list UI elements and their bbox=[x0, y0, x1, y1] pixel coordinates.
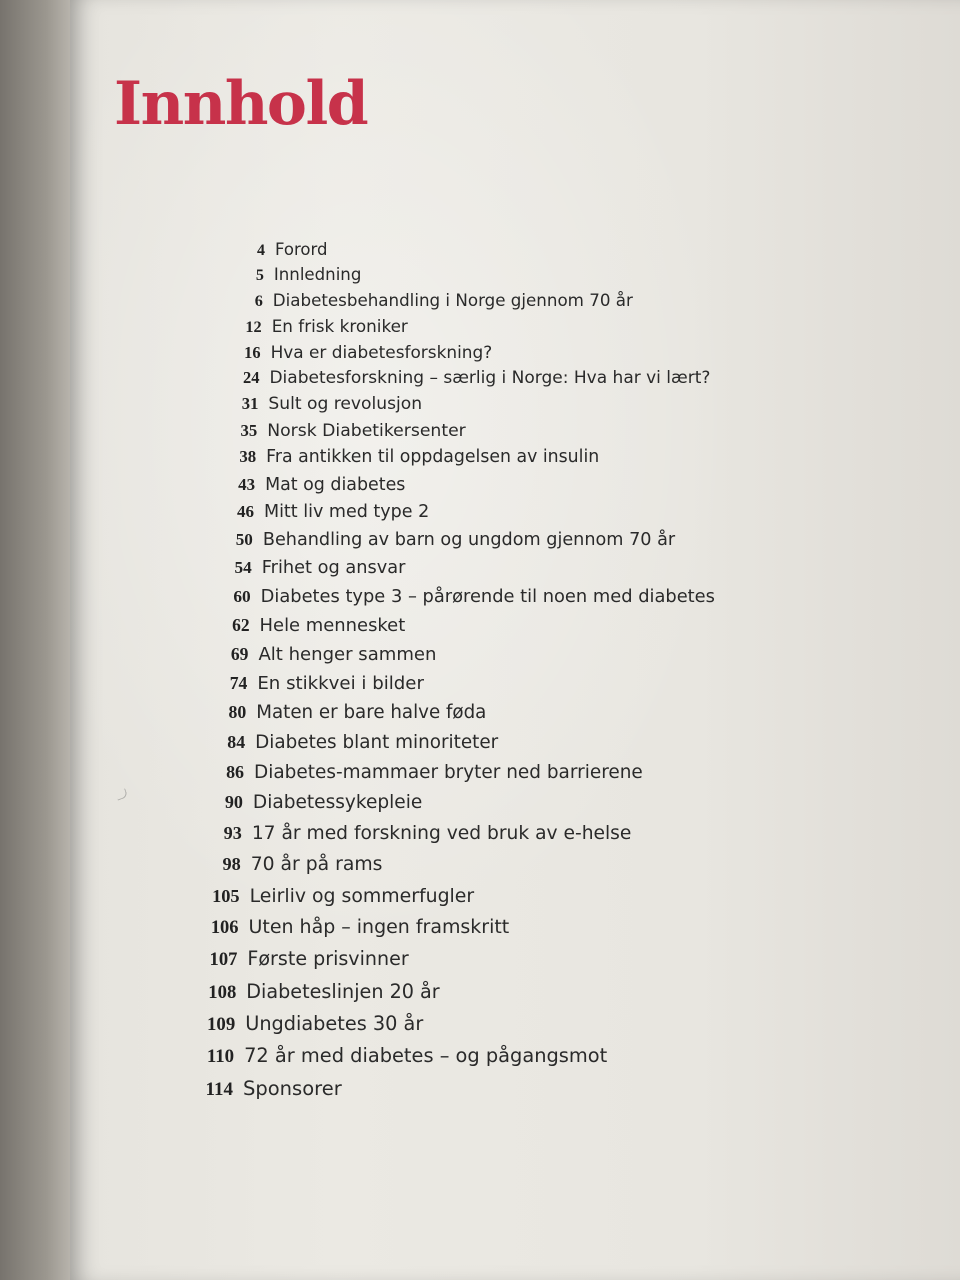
toc-page-number: 50 bbox=[235, 529, 253, 549]
toc-entry-title: Sult og revolusjon bbox=[268, 393, 423, 414]
toc-page-number: 24 bbox=[242, 367, 260, 387]
toc-entry-title: Innledning bbox=[273, 264, 362, 284]
toc-page-number: 114 bbox=[205, 1079, 233, 1100]
toc-entry-title: Diabetes blant minoriteter bbox=[255, 731, 499, 753]
toc-page-number: 35 bbox=[240, 420, 258, 440]
toc-entry-title: Diabetessykepleie bbox=[252, 792, 423, 814]
toc-entry bbox=[202, 316, 408, 337]
toc-entry bbox=[174, 1044, 607, 1068]
toc-entry bbox=[185, 732, 498, 753]
toc-page-number: 60 bbox=[233, 587, 251, 607]
toc-entry-title: Diabetes type 3 – pårørende til noen med diabetes bbox=[260, 586, 715, 608]
toc-entry-title: Diabeteslinjen 20 år bbox=[246, 979, 440, 1003]
toc-entry-title: Hele mennesket bbox=[259, 614, 406, 636]
toc-entry bbox=[201, 342, 493, 363]
toc-entry bbox=[180, 885, 475, 907]
toc-entry bbox=[191, 586, 715, 607]
toc-entry-title: 70 år på rams bbox=[250, 853, 383, 875]
toc-page-number: 43 bbox=[238, 474, 256, 494]
toc-entry-title: Behandling av barn og ungdom gjennom 70 år bbox=[262, 529, 676, 550]
toc-entry bbox=[184, 762, 643, 783]
toc-page-number: 84 bbox=[227, 731, 246, 752]
toc-page-number: 46 bbox=[236, 502, 254, 522]
book-page bbox=[70, 0, 960, 1280]
toc-entry-title: 17 år med forskning ved bruk av e-helse bbox=[251, 822, 632, 844]
toc-page-number: 38 bbox=[239, 447, 257, 467]
toc-page-number: 108 bbox=[208, 981, 237, 1003]
toc-entry bbox=[179, 916, 510, 938]
toc-entry-title: Frihet og ansvar bbox=[261, 557, 406, 578]
toc-entry bbox=[173, 1077, 342, 1101]
toc-entry bbox=[175, 1012, 423, 1036]
toc-page-number: 93 bbox=[223, 822, 242, 843]
toc-entry bbox=[204, 265, 361, 285]
page-title: Innhold bbox=[114, 69, 368, 139]
toc-entry-title: Diabetesforskning – særlig i Norge: Hva har vi lært? bbox=[269, 367, 711, 388]
toc-entry-title: Første prisvinner bbox=[247, 947, 409, 970]
toc-page-number: 12 bbox=[245, 316, 262, 336]
toc-entry-title: Fra antikken til oppdagelsen av insulin bbox=[266, 447, 600, 468]
toc-entry bbox=[197, 421, 466, 441]
toc-entry bbox=[205, 240, 327, 260]
toc-entry bbox=[177, 948, 408, 971]
toc-page-number: 86 bbox=[226, 761, 245, 782]
toc-page-number: 4 bbox=[257, 242, 265, 259]
toc-page-number: 6 bbox=[254, 292, 263, 311]
toc-entry-title: En frisk kroniker bbox=[271, 315, 408, 336]
toc-entry bbox=[192, 558, 406, 578]
toc-entry bbox=[187, 673, 424, 694]
toc-page-number: 62 bbox=[232, 614, 250, 635]
toc-entry bbox=[188, 644, 436, 665]
toc-page-number: 105 bbox=[212, 885, 240, 906]
table-of-contents bbox=[70, 0, 960, 1280]
toc-entry bbox=[196, 447, 599, 467]
toc-entry-title: En stikkvei i bilder bbox=[257, 672, 424, 694]
toc-page-number: 69 bbox=[230, 643, 249, 664]
toc-page-number: 90 bbox=[224, 792, 243, 813]
toc-entry-title: Diabetes-mammaer bryter ned barrierene bbox=[254, 761, 643, 783]
toc-entry-title: Mat og diabetes bbox=[265, 474, 406, 495]
toc-entry-title: 72 år med diabetes – og pågangsmot bbox=[244, 1044, 608, 1068]
toc-entry bbox=[193, 530, 675, 550]
toc-entry-title: Forord bbox=[275, 240, 328, 259]
toc-page-number: 98 bbox=[222, 853, 241, 874]
toc-page-number: 107 bbox=[209, 948, 238, 970]
toc-page-number: 54 bbox=[234, 557, 252, 577]
toc-page-number: 80 bbox=[228, 702, 247, 723]
toc-entry-title: Sponsorer bbox=[243, 1077, 342, 1100]
toc-entry bbox=[198, 394, 422, 414]
toc-entry-title: Hva er diabetesforskning? bbox=[270, 341, 493, 362]
toc-page-number: 31 bbox=[241, 393, 259, 413]
toc-entry-title: Alt henger sammen bbox=[258, 643, 437, 665]
toc-entry-title: Ungdiabetes 30 år bbox=[245, 1011, 424, 1035]
toc-entry bbox=[199, 368, 710, 388]
toc-entry bbox=[194, 502, 429, 522]
toc-entry-title: Leirliv og sommerfugler bbox=[249, 884, 475, 907]
toc-page-number: 109 bbox=[207, 1013, 236, 1035]
toc-entry bbox=[195, 475, 405, 495]
toc-entry-title: Uten håp – ingen framskritt bbox=[248, 915, 510, 938]
toc-entry-title: Maten er bare halve føda bbox=[256, 702, 487, 724]
toc-entry bbox=[190, 615, 406, 636]
toc-entry bbox=[176, 980, 439, 1004]
toc-entry bbox=[183, 792, 422, 813]
toc-page-number: 5 bbox=[255, 266, 264, 284]
toc-entry-title: Diabetesbehandling i Norge gjennom 70 år bbox=[272, 290, 633, 311]
toc-entry bbox=[186, 702, 486, 723]
toc-page-number: 110 bbox=[206, 1046, 235, 1068]
toc-page-number: 16 bbox=[244, 342, 261, 362]
toc-page-number: 106 bbox=[210, 916, 239, 937]
toc-entry bbox=[203, 290, 633, 311]
toc-entry bbox=[182, 823, 632, 844]
toc-entry-title: Mitt liv med type 2 bbox=[263, 502, 430, 523]
toc-entry bbox=[181, 854, 383, 875]
toc-page-number: 74 bbox=[229, 672, 248, 693]
toc-entry-title: Norsk Diabetikersenter bbox=[267, 420, 466, 441]
